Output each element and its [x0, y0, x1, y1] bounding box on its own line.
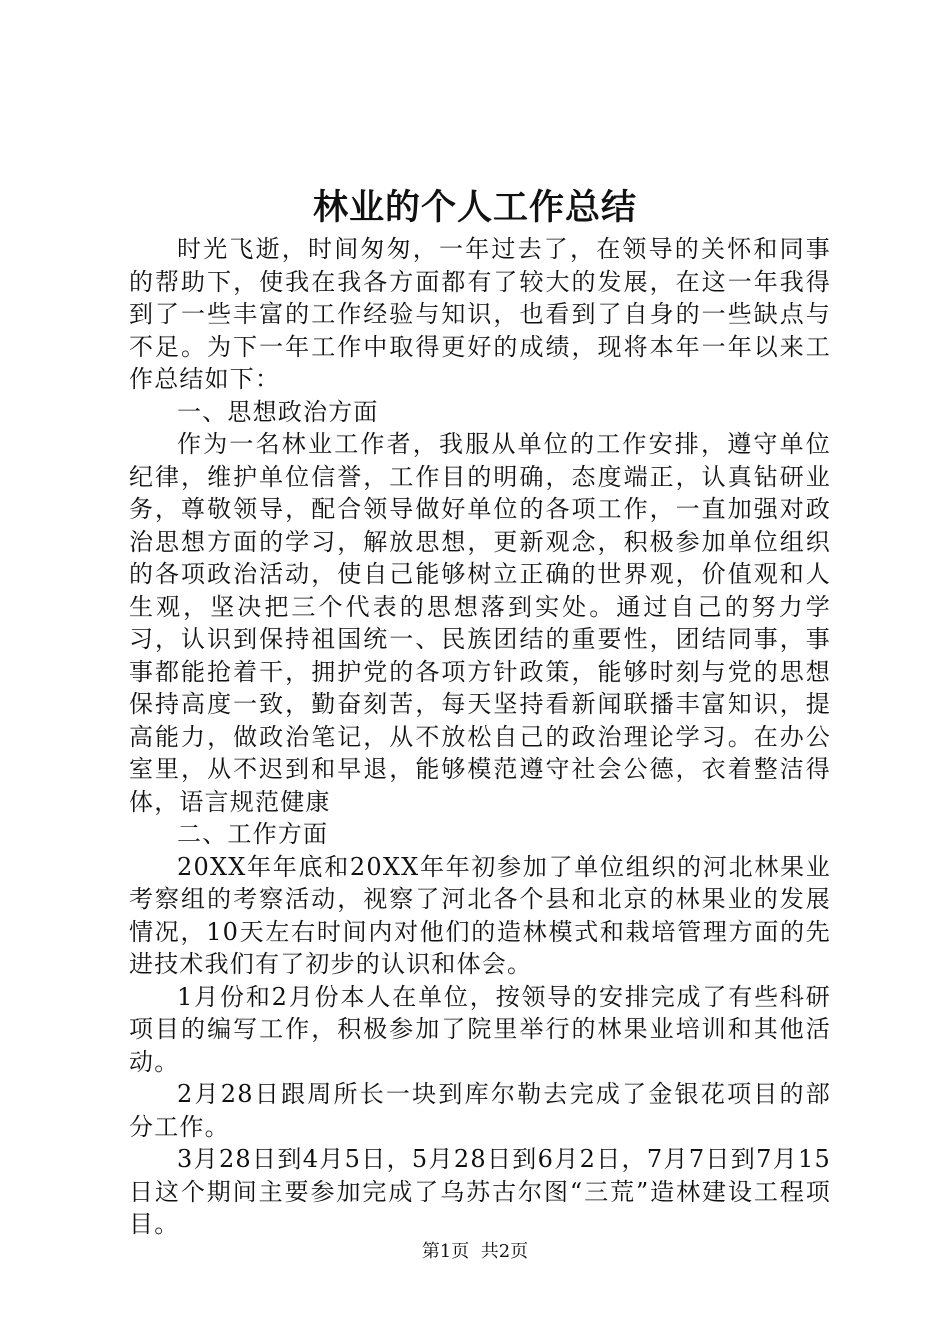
politics-paragraph: 作为一名林业工作者，我服从单位的工作安排，遵守单位纪律，维护单位信誉，工作目的明确，态度端正，认真钻研业务，尊敬领导，配合领导做好单位的各项工作，一直加强对政治思想方面的学习，解放思想，更新观念，积极参加单位组织的各项政治活动，使自己能够树立正确的世界观，价值观和人生观，坚决把三个代表的思想落到实处。通过自己的努力学习，认识到保持祖国统一、民族团结的重要性，团结同事，事事都能抢着干，拥护党的各项方针政策，能够时刻与党的思想保持高度一致，勤奋刻苦，每天坚持看新闻联播丰富知识，提高能力，做政治笔记，从不放松自己的政治理论学习。在办公室里，从不迟到和早退，能够模范遵守社会公德，衣着整洁得体，语言规范健康	[129, 430, 831, 816]
page-footer	[0, 1240, 950, 1264]
page-number-label: 第1页 共2页	[421, 1241, 529, 1262]
document-title: 林业的个人工作总结	[312, 187, 637, 228]
section-heading-work: 二、工作方面	[177, 820, 329, 848]
work-paragraph-wusu: 3月28日到4月5日，5月28日到6月2日，7月7日到7月15日这个期间主要参加完成了乌苏古尔图“三荒”造林建设工程项目。	[129, 1145, 831, 1238]
work-paragraph-korla: 2月28日跟周所长一块到库尔勒去完成了金银花项目的部分工作。	[129, 1080, 831, 1141]
work-paragraph-inspection: 20XX年年底和20XX年年初参加了单位组织的河北林果业考察组的考察活动，视察了河北各个县和北京的林果业的发展情况，10天左右时间内对他们的造林模式和栽培管理方面的先进技术我们有了初步的认识和体会。	[129, 852, 831, 978]
work-paragraph-jan-feb: 1月份和2月份本人在单位，按领导的安排完成了有些科研项目的编写工作，积极参加了院里举行的林果业培训和其他活动。	[129, 982, 831, 1076]
section-heading-politics: 一、思想政治方面	[177, 397, 379, 426]
document-body	[129, 233, 831, 1241]
intro-paragraph: 时光飞逝，时间匆匆，一年过去了，在领导的关怀和同事的帮助下，使我在我各方面都有了较大的发展，在这一年我得到了一些丰富的工作经验与知识，也看到了自身的一些缺点与不足。为下一年工作中取得更好的成绩，现将本年一年以来工作总结如下：	[129, 235, 831, 393]
